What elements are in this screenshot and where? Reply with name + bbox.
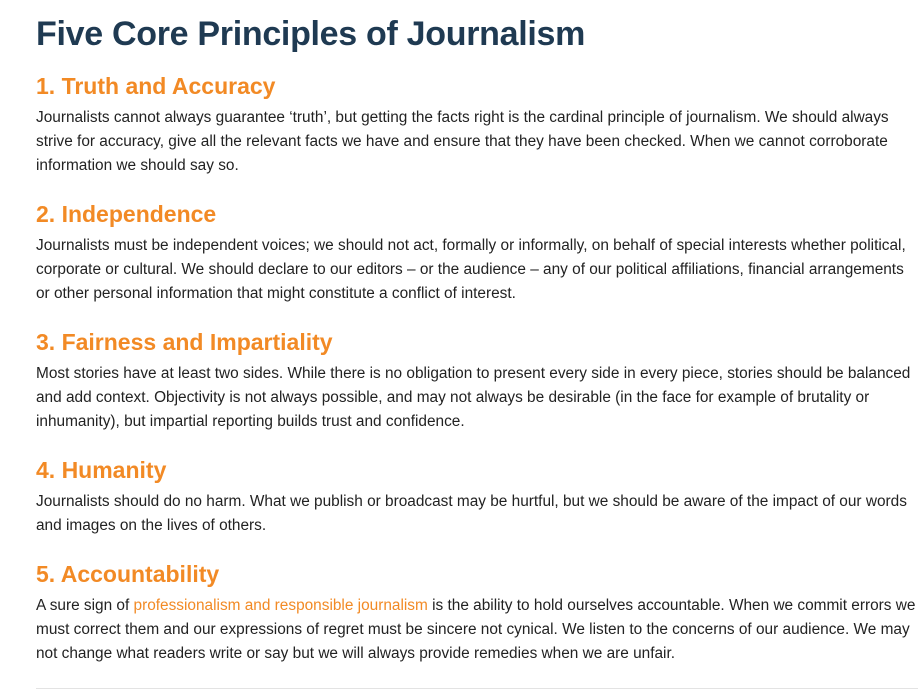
principle-body: Journalists cannot always guarantee ‘truth’, but getting the facts right is the cardinal principle of journalism. We should always strive for accuracy, give all the relevant facts we have and ensure that they have been checked. When we cannot corroborate information we should say so. <box>36 109 889 174</box>
principle-independence <box>36 199 918 306</box>
body-suffix: is the ability to hold ourselves accountable. When we commit errors we must correct them and our expressions of regret must be sincere not cynical. We listen to the concerns of our audience. We may not change what readers write or say but we will always provide remedies when we are unfair. <box>36 597 916 662</box>
page-title: Five Core Principles of Journalism <box>36 15 586 53</box>
body-prefix: A sure sign of <box>36 597 134 614</box>
principle-heading: 5. Accountability <box>36 561 220 587</box>
principle-body <box>36 594 918 666</box>
principle-truth-and-accuracy <box>36 71 918 178</box>
principle-body: Journalists should do no harm. What we publish or broadcast may be hurtful, but we should be aware of the impact of our words and images on the lives of others. <box>36 493 907 534</box>
article <box>36 0 918 662</box>
principle-body: Most stories have at least two sides. While there is no obligation to present every side in every piece, stories should be balanced and add context. Objectivity is not always possible, and may not always be desirable (in the face for example of brutality or inhumanity), but impartial reporting builds trust and confidence. <box>36 365 911 430</box>
professionalism-link[interactable]: professionalism and responsible journalism <box>133 597 428 614</box>
principle-heading: 1. Truth and Accuracy <box>36 73 276 99</box>
principle-body: Journalists must be independent voices; we should not act, formally or informally, on behalf of special interests whether political, corporate or cultural. We should declare to our editors – or the audience – any of our political affiliations, financial arrangements or other personal information that might constitute a conflict of interest. <box>36 237 906 302</box>
principle-heading: 4. Humanity <box>36 457 167 483</box>
divider <box>36 688 918 689</box>
principle-humanity <box>36 455 918 538</box>
principle-fairness-and-impartiality <box>36 327 918 434</box>
principle-heading: 2. Independence <box>36 201 217 227</box>
principle-heading: 3. Fairness and Impartiality <box>36 329 333 355</box>
principle-accountability <box>36 559 918 666</box>
